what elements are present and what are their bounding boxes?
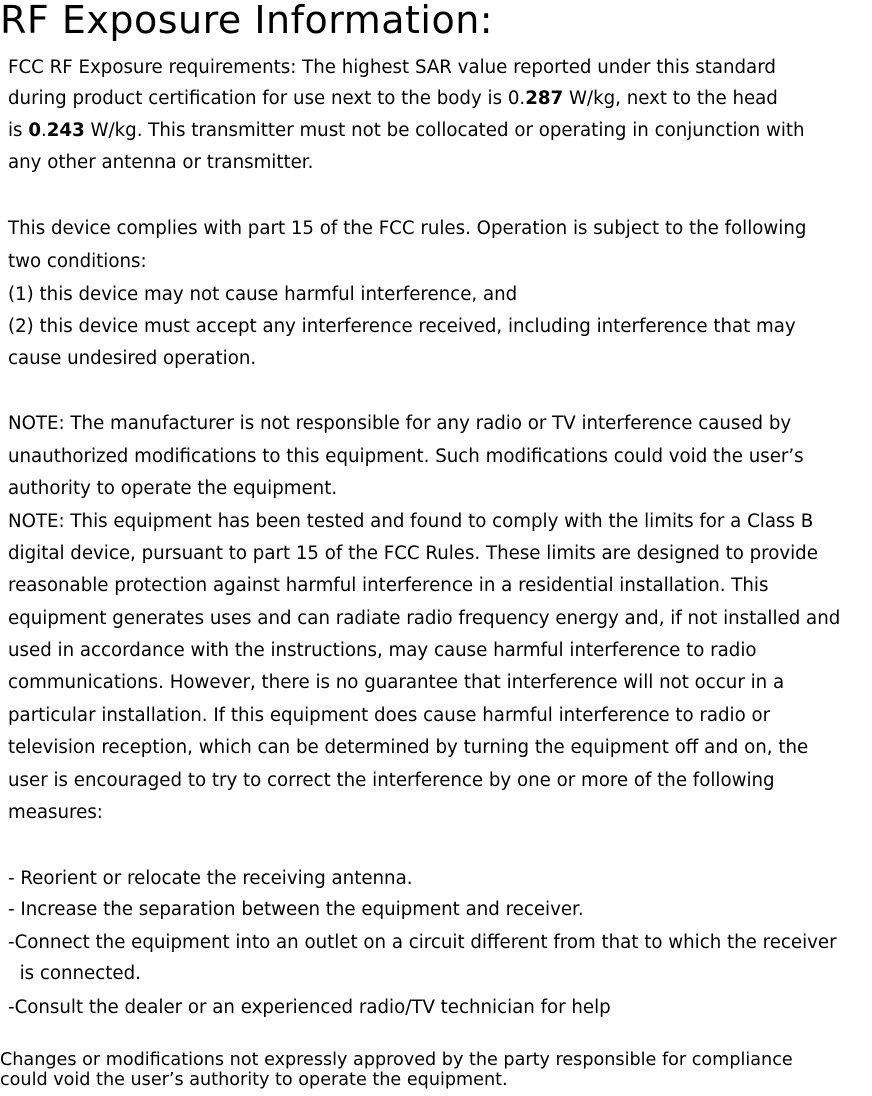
note1-line-3: authority to operate the equipment. [8,478,338,499]
measure-item-2: - Increase the separation between the equipment and receiver. [8,899,584,920]
note2-line-2: digital device, pursuant to part 15 of the FCC Rules. These limits are designed to provide [8,543,818,564]
rf-line-2-post: W/kg, next to the head [563,88,778,109]
measure-item-3-cont: is connected. [8,963,141,984]
measure-item-4: -Consult the dealer or an experienced radio/TV technician for help [8,997,611,1018]
note1-line-2: unauthorized modifications to this equipment. Such modifications could void the user’s [8,446,804,467]
measure-item-3: -Connect the equipment into an outlet on a circuit different from that to which the receiver [8,932,837,953]
note2-line-9: user is encouraged to try to correct the interference by one or more of the following [8,770,775,791]
condition-1: (1) this device may not cause harmful interference, and [8,284,518,305]
footer-line-1: Changes or modifications not expressly approved by the party responsible for compliance [0,1050,793,1070]
head-sar-int: 0 [28,120,41,141]
rf-line-4: any other antenna or transmitter. [8,152,314,173]
note2-line-8: television reception, which can be determined by turning the equipment off and on, the [8,737,809,758]
rf-line-1: FCC RF Exposure requirements: The highest SAR value reported under this standard [8,57,776,78]
part15-line-2: two conditions: [8,251,147,272]
note2-line-3: reasonable protection against harmful interference in a residential installation. This [8,575,769,596]
note2-line-5: used in accordance with the instructions, may cause harmful interference to radio [8,640,757,661]
note2-line-4: equipment generates uses and can radiate radio frequency energy and, if not installed and [8,608,841,629]
rf-line-3-pre: is [8,120,29,141]
note2-line-1: NOTE: This equipment has been tested and found to comply with the limits for a Class B [8,511,814,532]
condition-2: (2) this device must accept any interference received, including interference that may [8,316,796,337]
note1-line-1: NOTE: The manufacturer is not responsible for any radio or TV interference caused by [8,413,792,434]
rf-line-3 [8,120,805,141]
part15-line-1: This device complies with part 15 of the FCC rules. Operation is subject to the following [8,218,807,239]
rf-line-3-post: W/kg. This transmitter must not be collocated or operating in conjunction with [84,120,805,141]
note2-line-6: communications. However, there is no guarantee that interference will not occur in a [8,672,785,693]
body-sar-value: 287 [525,88,564,109]
footer-line-2: could void the user’s authority to operate the equipment. [0,1070,508,1090]
measure-item-1: - Reorient or relocate the receiving antenna. [8,868,413,889]
part15-line-5: cause undesired operation. [8,348,257,369]
rf-line-2-pre: during product certification for use next to the body is 0. [8,88,526,109]
page-title: RF Exposure Information: [0,0,494,42]
note2-line-7: particular installation. If this equipment does cause harmful interference to radio or [8,705,771,726]
rf-line-2 [8,88,778,109]
head-sar-frac: 243 [46,120,85,141]
note2-line-10: measures: [8,802,103,823]
head-sar-dot: . [40,120,47,141]
